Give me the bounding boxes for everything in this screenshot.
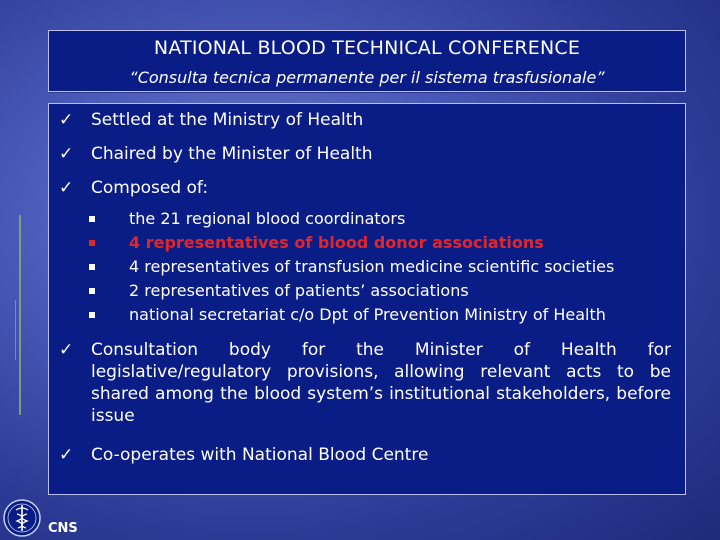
square-bullet-icon: [89, 288, 95, 294]
slide-title: NATIONAL BLOOD TECHNICAL CONFERENCE: [153, 37, 581, 59]
square-bullet-icon: [89, 240, 95, 246]
composition-text: national secretariat c/o Dpt of Prevention Ministry of Health: [129, 305, 606, 324]
composition-text: 4 representatives of blood donor associations: [129, 233, 544, 252]
composition-text: the 21 regional blood coordinators: [129, 209, 406, 228]
title-box: [48, 30, 686, 92]
checkmark-icon: ✓: [59, 110, 74, 130]
bullet-text: Composed of:: [91, 178, 209, 198]
content-box: [48, 103, 686, 495]
decorative-line: [19, 215, 21, 415]
square-bullet-icon: [89, 312, 95, 318]
checkmark-icon: ✓: [59, 445, 74, 465]
square-bullet-icon: [89, 264, 95, 270]
slide-subtitle: “Consulta tecnica permanente per il sistema trasfusionale”: [129, 68, 605, 87]
checkmark-icon: ✓: [59, 340, 74, 360]
decorative-line: [15, 300, 16, 360]
composition-text: 4 representatives of transfusion medicine scientific societies: [129, 257, 615, 276]
square-bullet-icon: [89, 216, 95, 222]
bullet-text: Consultation body for the Minister of Health for legislative/regulatory provisions, allowing relevant acts to be shared among the blood system’s institutional stakeholders, before issue: [91, 340, 671, 426]
cns-label: CNS: [48, 521, 78, 536]
bullet-text: Chaired by the Minister of Health: [91, 144, 373, 164]
bullet-text: Settled at the Ministry of Health: [91, 110, 364, 130]
checkmark-icon: ✓: [59, 178, 74, 198]
caduceus-seal-icon: [2, 498, 42, 538]
bullet-text: Co-operates with National Blood Centre: [91, 445, 429, 465]
composition-text: 2 representatives of patients’ associations: [129, 281, 469, 300]
checkmark-icon: ✓: [59, 144, 74, 164]
